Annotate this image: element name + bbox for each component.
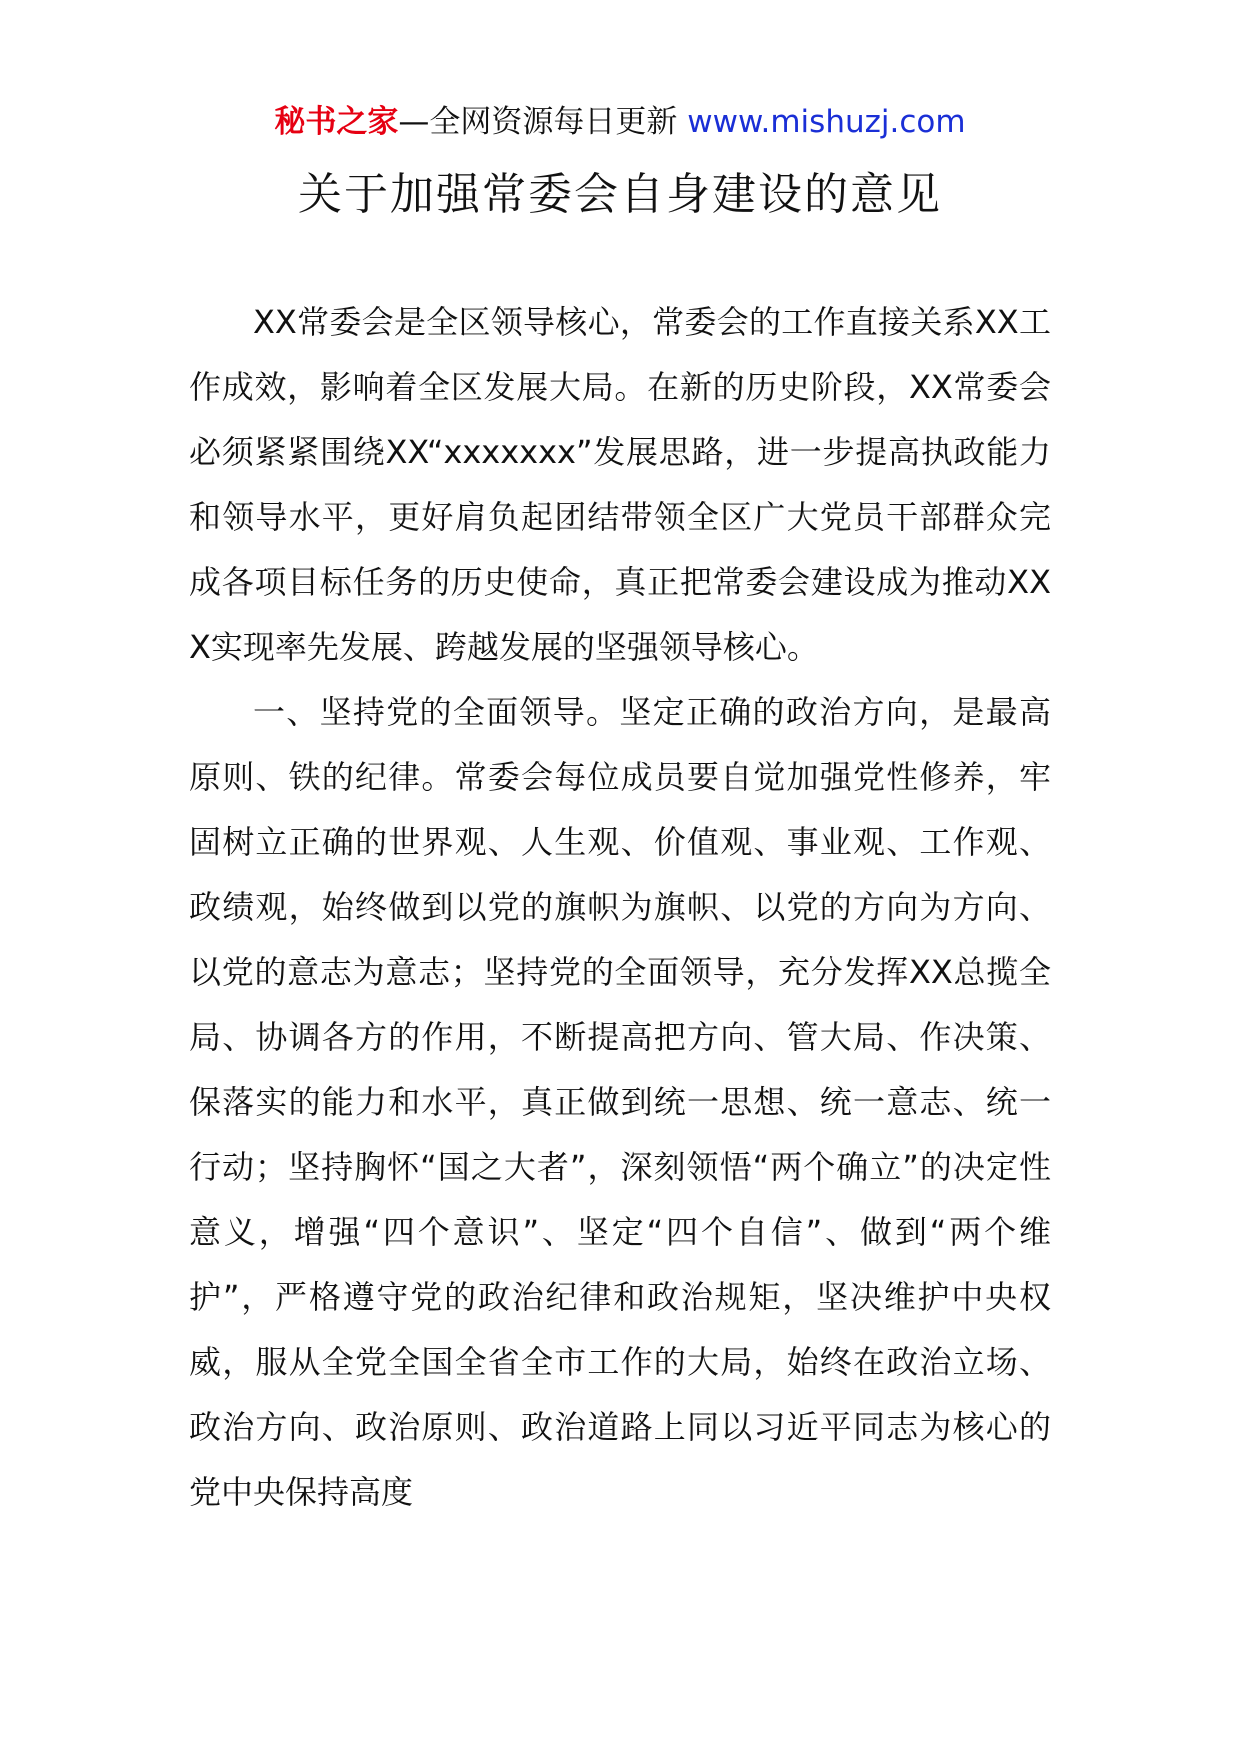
header-tagline: —全网资源每日更新 — [398, 104, 678, 140]
site-header — [0, 100, 1240, 144]
brand-name: 秘书之家 — [274, 104, 399, 140]
paragraph-intro: XX常委会是全区领导核心，常委会的工作直接关系XX工作成效，影响着全区发展大局。在新的历史阶段，XX常委会必须紧紧围绕XX“xxxxxxx”发展思路，进一步提高执政能力和领导水平，更好肩负起团结带领全区广大党员干部群众完成各项目标任务的历史使命，真正把常委会建设成为推动XXX实现率先发展、跨越发展的坚强领导核心。 — [189, 303, 1051, 666]
document-body — [189, 290, 1051, 1525]
paragraph-section-1: 一、坚持党的全面领导。坚定正确的政治方向，是最高原则、铁的纪律。常委会每位成员要自觉加强党性修养，牢固树立正确的世界观、人生观、价值观、事业观、工作观、政绩观，始终做到以党的旗帜为旗帜、以党的方向为方向、以党的意志为意志；坚持党的全面领导，充分发挥XX总揽全局、协调各方的作用，不断提高把方向、管大局、作决策、保落实的能力和水平，真正做到统一思想、统一意志、统一行动；坚持胸怀“国之大者”，深刻领悟“两个确立”的决定性意义，增强“四个意识”、坚定“四个自信”、做到“两个维护”，严格遵守党的政治纪律和政治规矩，坚决维护中央权威，服从全党全国全省全市工作的大局，始终在政治立场、政治方向、政治原则、政治道路上同以习近平同志为核心的党中央保持高度 — [189, 693, 1051, 1511]
site-link[interactable]: www.mishuzj.com — [687, 104, 966, 140]
document-title: 关于加强常委会自身建设的意见 — [298, 169, 942, 220]
